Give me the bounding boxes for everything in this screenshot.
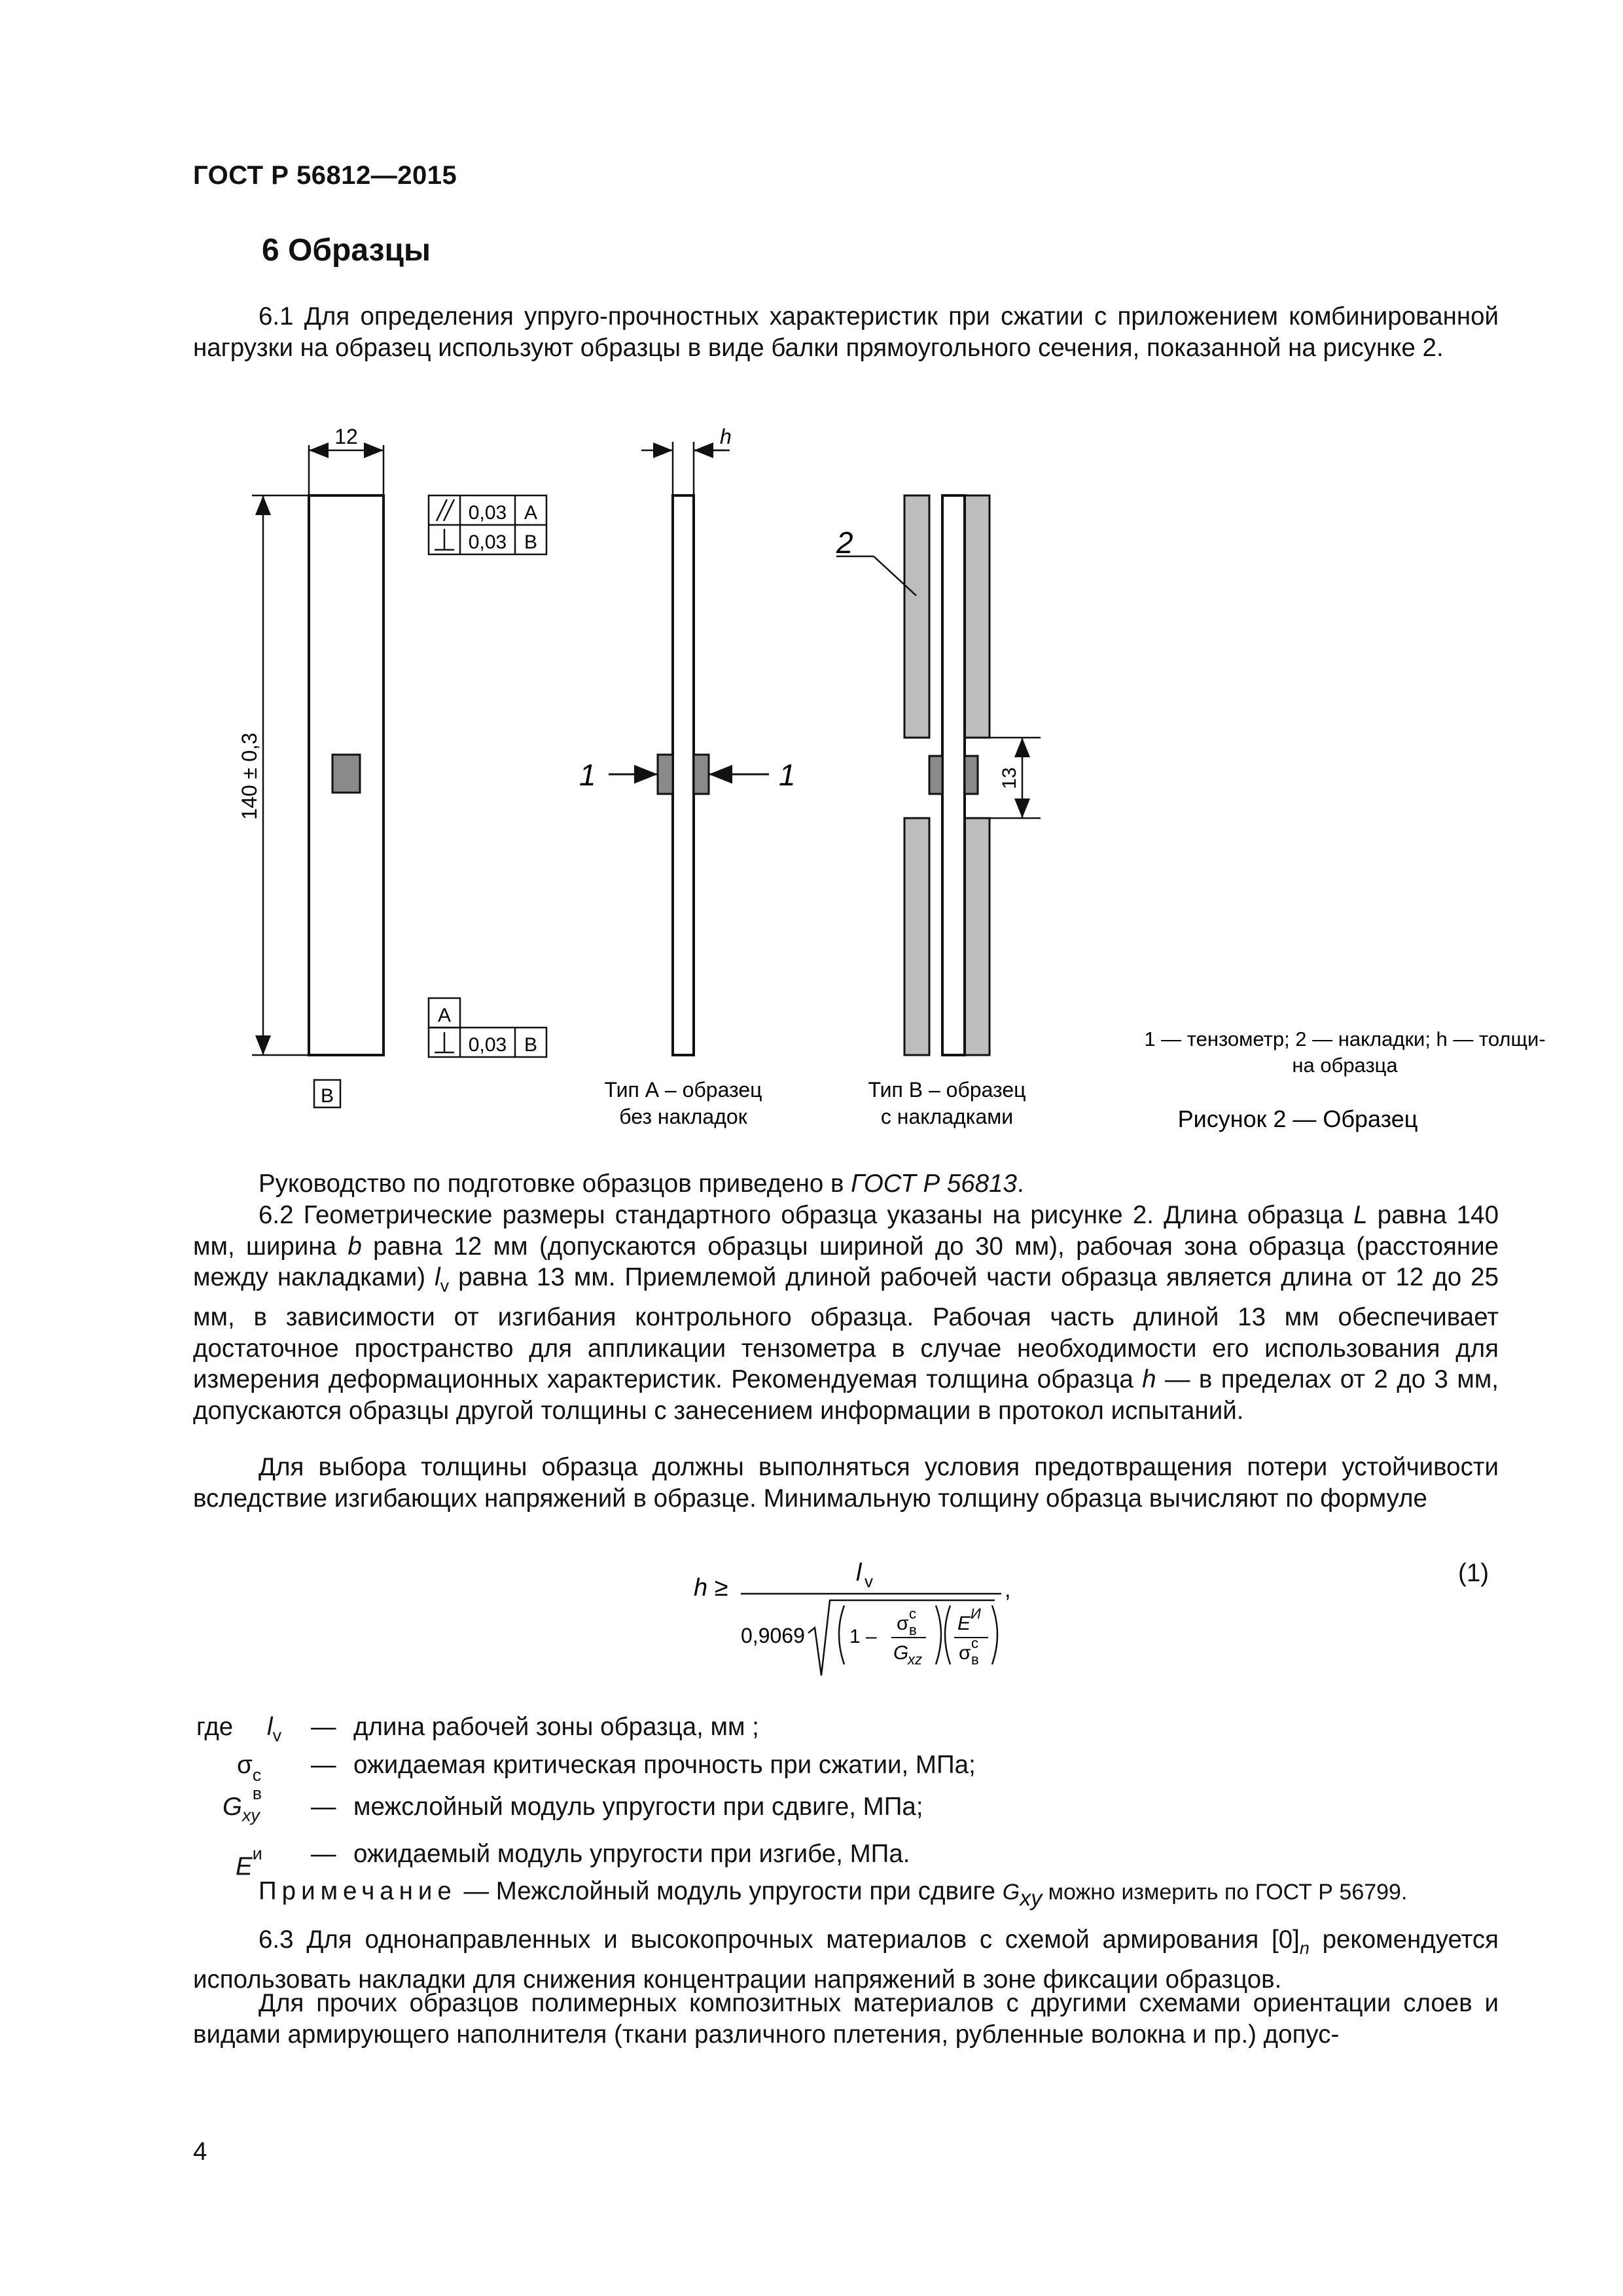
legend-row: где $l_v$ — длина рабочей зоны образца, мм ; [196, 1713, 759, 1746]
type-b-caption-2: с накладками [880, 1105, 1014, 1128]
svg-text:0,03: 0,03 [468, 1034, 507, 1056]
svg-text:0,03: 0,03 [468, 531, 507, 553]
callout-1-left: 1 [579, 758, 596, 792]
paragraph-text: Для определения упруго-прочностных характеристик при сжатии с приложением комбинированной нагрузки на образец используют образцы в виде балки прямоугольного сечения, показанной на рисунке 2. [193, 302, 1499, 362]
formula-lhs: h ≥ [694, 1574, 728, 1602]
paragraph-guide: Руководство по подготовке образцов приведено в ГОСТ Р 56813. [259, 1170, 1024, 1198]
paragraph-6-3: 6.3 Для однонаправленных и высокопрочных материалов с схемой армирования $[0]_n$ рекомендуется использовать накладки для снижения концентрации напряжений в зоне фиксации образцов. [193, 1926, 1499, 1994]
svg-text:с: с [971, 1635, 978, 1651]
svg-text:xz: xz [908, 1651, 922, 1668]
svg-text:0,9069: 0,9069 [741, 1624, 805, 1647]
legend-row: $E^и$ — ожидаемый модуль упругости при изгибе, МПа. [236, 1840, 910, 1881]
note-label: Примечание [259, 1877, 457, 1905]
svg-text:0,03: 0,03 [468, 502, 507, 524]
paragraph-other-specimens: Для прочих образцов полимерных композитных материалов с другими схемами ориентации слоев и видами армирующего наполнителя (ткани различного плетения, рубленные волокна и пр.) допус- [193, 1989, 1499, 2049]
datum-b-label: B [320, 1085, 334, 1107]
type-b-side-view [836, 495, 1041, 1055]
pad-top-left [904, 495, 929, 738]
reference-gost-56813: ГОСТ Р 56813 [851, 1170, 1017, 1198]
svg-text:с: с [909, 1605, 916, 1622]
dim-width-label: 12 [334, 425, 358, 448]
type-a-side-view [579, 425, 796, 1055]
pad-bottom-right [965, 818, 990, 1055]
datum-a-label: A [437, 1005, 452, 1026]
svg-text:B: B [524, 531, 538, 553]
gauge-right [694, 755, 709, 794]
svg-text:v: v [865, 1571, 873, 1591]
formula-1 [681, 1554, 1047, 1689]
svg-text:σ: σ [959, 1642, 971, 1664]
strain-gauge [332, 755, 360, 793]
page-number: 4 [193, 2138, 207, 2166]
dim-length-label: 140 ± 0,3 [238, 732, 261, 820]
svg-text:l: l [856, 1559, 862, 1587]
dim-h-label: h [720, 425, 732, 448]
paragraph-6-2: 6.2 Геометрические размеры стандартного образца указаны на рисунке 2. Длина образца L равна 140 мм, ширина b равна 12 мм (допускаются образцы шириной до 30 мм), рабочая зона образца (расстояние между накладками) $l_v$ равна 13 мм. Приемлемой длиной рабочей части образца является длина от 12 до 25 мм, в зависимости от изгибания контрольного образца. Рабочая часть длиной 13 мм обеспечивает достаточное пространство для аппликации тензометра в случае необходимости его использования для измерения деформационных характеристик. Рекомендуемая толщина образца h — в пределах от 2 до 3 мм, допускаются образцы другой толщины с занесением информации в протокол испытаний. [193, 1201, 1499, 1425]
type-b-caption-1: Тип В – образец [868, 1078, 1026, 1102]
symbol-legend [196, 1712, 1440, 1881]
front-view [238, 425, 546, 1107]
svg-text:E: E [957, 1613, 971, 1634]
svg-text:в: в [971, 1651, 979, 1668]
figure-caption: Рисунок 2 — Образец [1177, 1105, 1418, 1132]
svg-text:1 –: 1 – [849, 1626, 877, 1647]
svg-text:,: , [1005, 1577, 1011, 1602]
legend-row: $G_{xy}$ — межслойный модуль упругости при сдвиге, МПа; [223, 1793, 923, 1825]
gauge-left [658, 755, 673, 794]
specimen-type-a-outline [673, 495, 694, 1055]
callout-2: 2 [836, 526, 853, 560]
svg-text:в: в [909, 1622, 917, 1638]
svg-text:G: G [893, 1642, 909, 1664]
tolerance-frame-bottom [429, 998, 546, 1057]
svg-text:σ: σ [897, 1613, 909, 1634]
dim-13-label: 13 [999, 767, 1020, 789]
specimen-type-b-outline [942, 495, 965, 1055]
svg-text:B: B [524, 1034, 538, 1056]
pad-top-right [965, 495, 990, 738]
pad-bottom-left [904, 818, 929, 1055]
svg-text:A: A [524, 502, 538, 524]
document-header: ГОСТ Р 56812—2015 [193, 161, 457, 190]
type-a-caption-1: Тип А – образец [604, 1078, 762, 1102]
paragraph-thickness: Для выбора толщины образца должны выполняться условия предотвращения потери устойчивости вследствие изгибающих напряжений в образце. Минимальную толщину образца вычисляют по формуле [193, 1453, 1499, 1513]
section-title: 6 Образцы [262, 233, 431, 268]
figure-legend-2: на образца [1292, 1054, 1398, 1077]
clause-number: 6.1 [259, 302, 294, 331]
figure-legend-1: 1 — тензометр; 2 — накладки; h — толщи- [1144, 1028, 1546, 1050]
note: Примечание — Межслойный модуль упругости при сдвиге Gxy можно измерить по ГОСТ Р 56799. [259, 1877, 1408, 1911]
legend-row: σ с в — ожидаемая критическая прочность при сжатии, МПа; [237, 1751, 976, 1803]
svg-text:И: И [971, 1605, 981, 1622]
formula-number: (1) [1458, 1559, 1489, 1587]
callout-1-right: 1 [779, 758, 796, 792]
type-a-caption-2: без накладок [619, 1105, 747, 1128]
tolerance-frame-top [429, 495, 546, 554]
